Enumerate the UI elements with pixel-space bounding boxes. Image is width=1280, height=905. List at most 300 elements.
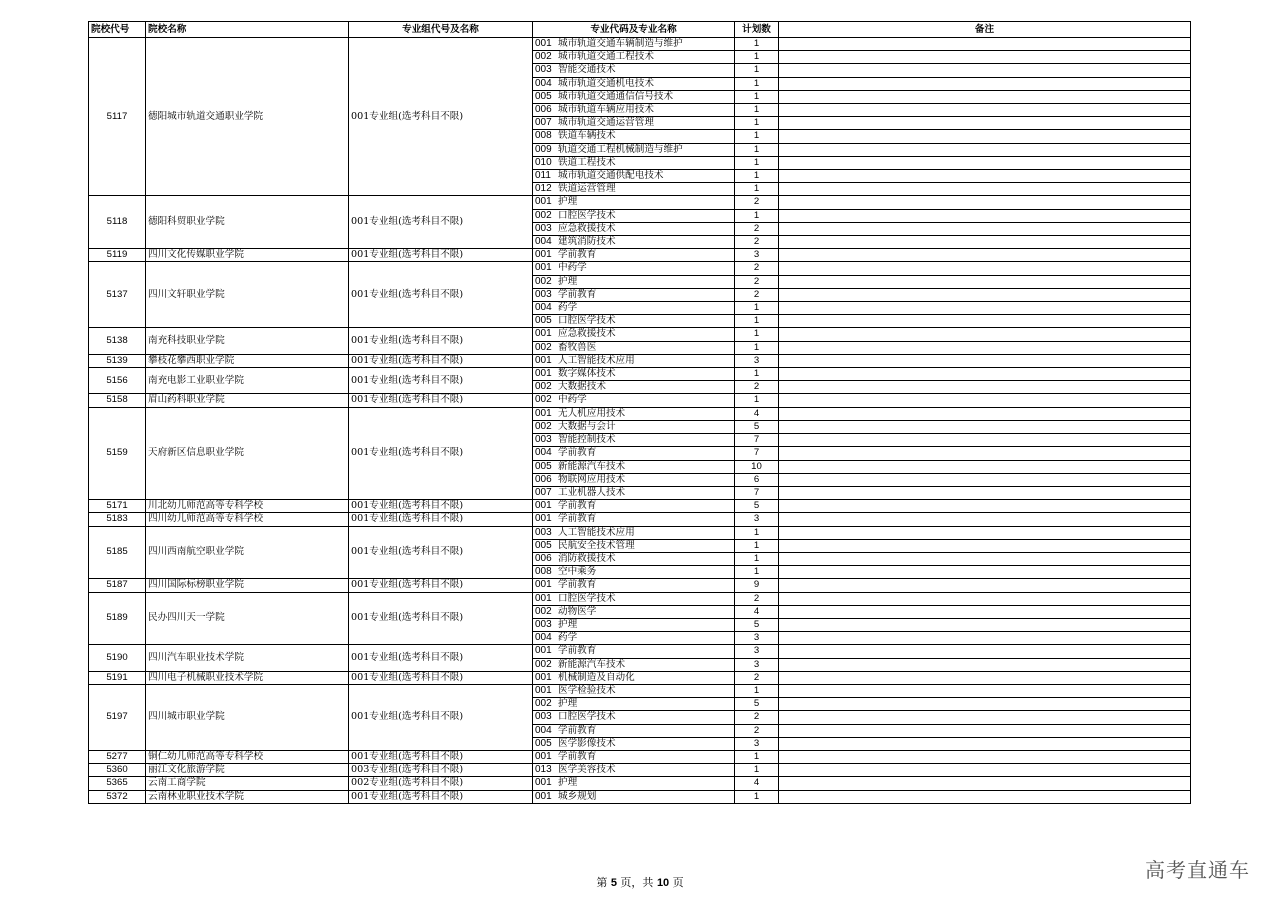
note-cell (779, 579, 1191, 592)
note-cell (779, 750, 1191, 763)
major-name: 人工智能技术应用 (558, 354, 635, 366)
header-major: 专业代码及专业名称 (533, 22, 735, 38)
major-code: 003 (535, 711, 552, 723)
school-name: 四川电子机械职业技术学院 (146, 671, 349, 684)
school-name: 攀枝花攀西职业学院 (146, 354, 349, 367)
note-cell (779, 156, 1191, 169)
page-footer (0, 874, 1280, 890)
plan-count: 5 (735, 420, 779, 433)
major-code: 003 (535, 526, 552, 538)
note-cell (779, 236, 1191, 249)
table-row (89, 645, 1191, 658)
plan-count: 4 (735, 605, 779, 618)
school-code: 5187 (89, 579, 146, 592)
plan-count: 1 (735, 77, 779, 90)
major-code: 001 (535, 777, 552, 789)
major-group: 001专业组(选考科目不限) (349, 394, 533, 407)
major-cell (533, 77, 735, 90)
major-code: 002 (535, 658, 552, 670)
table-row (89, 592, 1191, 605)
major-name: 空中乘务 (558, 566, 597, 578)
major-name: 学前教育 (558, 249, 597, 261)
major-code: 005 (535, 460, 552, 472)
note-cell (779, 526, 1191, 539)
major-code: 001 (535, 328, 552, 340)
major-name: 工业机器人技术 (558, 486, 626, 498)
major-cell (533, 275, 735, 288)
header-note: 备注 (779, 22, 1191, 38)
school-name: 四川城市职业学院 (146, 684, 349, 750)
table-row (89, 500, 1191, 513)
plan-count: 7 (735, 434, 779, 447)
school-name: 眉山药科职业学院 (146, 394, 349, 407)
plan-count: 2 (735, 262, 779, 275)
header-group: 专业组代号及名称 (349, 22, 533, 38)
major-code: 006 (535, 104, 552, 116)
school-code: 5159 (89, 407, 146, 499)
admission-plan-table (88, 21, 1191, 804)
major-code: 003 (535, 434, 552, 446)
major-code: 004 (535, 632, 552, 644)
note-cell (779, 51, 1191, 64)
major-cell (533, 130, 735, 143)
plan-count: 3 (735, 632, 779, 645)
major-code: 001 (535, 262, 552, 274)
major-code: 001 (535, 579, 552, 591)
major-cell (533, 262, 735, 275)
table-row (89, 750, 1191, 763)
major-cell (533, 51, 735, 64)
major-group: 001专业组(选考科目不限) (349, 354, 533, 367)
major-name: 护理 (558, 698, 578, 710)
major-name: 医学检验技术 (558, 684, 616, 696)
major-name: 医学影像技术 (558, 737, 616, 749)
major-cell (533, 196, 735, 209)
major-cell (533, 38, 735, 51)
note-cell (779, 539, 1191, 552)
plan-count: 4 (735, 777, 779, 790)
school-code: 5365 (89, 777, 146, 790)
footer-middle: 页，共 (616, 876, 657, 889)
school-name: 四川国际标榜职业学院 (146, 579, 349, 592)
plan-count: 1 (735, 156, 779, 169)
major-name: 药学 (558, 632, 578, 644)
major-cell (533, 711, 735, 724)
major-name: 物联网应用技术 (558, 473, 626, 485)
major-name: 城市轨道交通机电技术 (558, 77, 654, 89)
major-name: 学前教育 (558, 750, 597, 762)
major-name: 铁道工程技术 (558, 156, 616, 168)
major-name: 学前教育 (558, 724, 597, 736)
note-cell (779, 645, 1191, 658)
plan-count: 2 (735, 724, 779, 737)
major-cell (533, 579, 735, 592)
major-code: 010 (535, 156, 552, 168)
major-code: 002 (535, 341, 552, 353)
major-cell (533, 434, 735, 447)
table-row (89, 513, 1191, 526)
note-cell (779, 368, 1191, 381)
major-name: 城乡规划 (558, 790, 597, 802)
plan-count: 1 (735, 328, 779, 341)
major-code: 004 (535, 302, 552, 314)
major-code: 003 (535, 618, 552, 630)
note-cell (779, 104, 1191, 117)
plan-count: 7 (735, 486, 779, 499)
note-cell (779, 632, 1191, 645)
major-cell (533, 170, 735, 183)
school-name: 四川西南航空职业学院 (146, 526, 349, 579)
note-cell (779, 117, 1191, 130)
note-cell (779, 605, 1191, 618)
major-code: 001 (535, 500, 552, 512)
plan-count: 1 (735, 526, 779, 539)
plan-count: 3 (735, 737, 779, 750)
major-code: 004 (535, 77, 552, 89)
major-group: 002专业组(选考科目不限) (349, 777, 533, 790)
major-code: 001 (535, 368, 552, 380)
note-cell (779, 552, 1191, 565)
note-cell (779, 64, 1191, 77)
school-code: 5171 (89, 500, 146, 513)
major-name: 口腔医学技术 (558, 711, 616, 723)
note-cell (779, 90, 1191, 103)
plan-count: 1 (735, 368, 779, 381)
major-code: 001 (535, 196, 552, 208)
plan-count: 1 (735, 552, 779, 565)
school-name: 德阳城市轨道交通职业学院 (146, 38, 349, 196)
major-name: 无人机应用技术 (558, 407, 626, 419)
plan-count: 1 (735, 315, 779, 328)
major-name: 机械制造及自动化 (558, 671, 635, 683)
table-row (89, 407, 1191, 420)
plan-count: 2 (735, 196, 779, 209)
major-name: 新能源汽车技术 (558, 460, 626, 472)
major-cell (533, 486, 735, 499)
plan-count: 1 (735, 302, 779, 315)
school-code: 5191 (89, 671, 146, 684)
note-cell (779, 249, 1191, 262)
major-name: 民航安全技术管理 (558, 539, 635, 551)
major-code: 005 (535, 315, 552, 327)
school-code: 5190 (89, 645, 146, 671)
table-row (89, 579, 1191, 592)
plan-count: 4 (735, 407, 779, 420)
school-code: 5197 (89, 684, 146, 750)
major-group: 001专业组(选考科目不限) (349, 38, 533, 196)
note-cell (779, 434, 1191, 447)
plan-count: 2 (735, 275, 779, 288)
major-name: 人工智能技术应用 (558, 526, 635, 538)
plan-count: 1 (735, 170, 779, 183)
major-name: 医学美容技术 (558, 764, 616, 776)
plan-count: 1 (735, 117, 779, 130)
major-code: 001 (535, 513, 552, 525)
plan-count: 2 (735, 711, 779, 724)
note-cell (779, 315, 1191, 328)
school-code: 5185 (89, 526, 146, 579)
table-row (89, 38, 1191, 51)
major-name: 学前教育 (558, 645, 597, 657)
table-header-row (89, 22, 1191, 38)
plan-count: 3 (735, 658, 779, 671)
school-name: 丽江文化旅游学院 (146, 764, 349, 777)
major-cell (533, 500, 735, 513)
major-cell (533, 447, 735, 460)
footer-total-pages: 10 (656, 877, 670, 889)
plan-count: 10 (735, 460, 779, 473)
table-row (89, 777, 1191, 790)
major-name: 药学 (558, 302, 578, 314)
major-code: 013 (535, 764, 552, 776)
note-cell (779, 302, 1191, 315)
major-group: 001专业组(选考科目不限) (349, 262, 533, 328)
major-cell (533, 605, 735, 618)
major-name: 学前教育 (558, 288, 597, 300)
major-name: 城市轨道车辆应用技术 (558, 104, 654, 116)
major-code: 006 (535, 473, 552, 485)
header-plan-count: 计划数 (735, 22, 779, 38)
major-name: 新能源汽车技术 (558, 658, 626, 670)
major-group: 001专业组(选考科目不限) (349, 526, 533, 579)
major-cell (533, 658, 735, 671)
plan-count: 1 (735, 341, 779, 354)
plan-count: 1 (735, 183, 779, 196)
major-code: 001 (535, 38, 552, 49)
plan-count: 3 (735, 513, 779, 526)
plan-count: 5 (735, 618, 779, 631)
plan-count: 5 (735, 500, 779, 513)
major-code: 005 (535, 737, 552, 749)
major-code: 009 (535, 143, 552, 155)
major-code: 002 (535, 420, 552, 432)
major-code: 003 (535, 222, 552, 234)
plan-count: 1 (735, 566, 779, 579)
note-cell (779, 724, 1191, 737)
note-cell (779, 354, 1191, 367)
note-cell (779, 222, 1191, 235)
note-cell (779, 790, 1191, 803)
major-group: 003专业组(选考科目不限) (349, 764, 533, 777)
major-code: 004 (535, 447, 552, 459)
note-cell (779, 209, 1191, 222)
plan-count: 1 (735, 143, 779, 156)
plan-count: 2 (735, 288, 779, 301)
note-cell (779, 262, 1191, 275)
note-cell (779, 381, 1191, 394)
major-code: 011 (535, 170, 551, 182)
major-name: 学前教育 (558, 513, 597, 525)
major-cell (533, 566, 735, 579)
major-name: 大数据技术 (558, 381, 606, 393)
major-cell (533, 209, 735, 222)
major-name: 畜牧兽医 (558, 341, 597, 353)
table-row (89, 394, 1191, 407)
major-group: 001专业组(选考科目不限) (349, 671, 533, 684)
note-cell (779, 328, 1191, 341)
major-code: 001 (535, 354, 552, 366)
major-code: 004 (535, 236, 552, 248)
major-code: 007 (535, 486, 552, 498)
major-cell (533, 90, 735, 103)
school-code: 5183 (89, 513, 146, 526)
note-cell (779, 460, 1191, 473)
major-code: 012 (535, 183, 552, 195)
plan-count: 6 (735, 473, 779, 486)
major-name: 应急救援技术 (558, 328, 616, 340)
major-code: 003 (535, 288, 552, 300)
note-cell (779, 671, 1191, 684)
note-cell (779, 394, 1191, 407)
major-name: 智能交通技术 (558, 64, 616, 76)
table-row (89, 790, 1191, 803)
major-code: 001 (535, 249, 552, 261)
major-cell (533, 104, 735, 117)
major-cell (533, 671, 735, 684)
plan-count: 5 (735, 698, 779, 711)
major-group: 001专业组(选考科目不限) (349, 684, 533, 750)
school-name: 四川幼儿师范高等专科学校 (146, 513, 349, 526)
major-cell (533, 724, 735, 737)
school-name: 云南工商学院 (146, 777, 349, 790)
note-cell (779, 447, 1191, 460)
note-cell (779, 130, 1191, 143)
major-cell (533, 407, 735, 420)
note-cell (779, 513, 1191, 526)
table-row (89, 684, 1191, 697)
major-name: 学前教育 (558, 500, 597, 512)
plan-count: 3 (735, 645, 779, 658)
major-code: 001 (535, 592, 552, 604)
major-cell (533, 222, 735, 235)
major-cell (533, 552, 735, 565)
major-name: 口腔医学技术 (558, 315, 616, 327)
major-name: 铁道运营管理 (558, 183, 616, 195)
major-group: 001专业组(选考科目不限) (349, 407, 533, 499)
plan-count: 1 (735, 38, 779, 51)
major-cell (533, 645, 735, 658)
note-cell (779, 407, 1191, 420)
major-name: 口腔医学技术 (558, 209, 616, 221)
table-row (89, 354, 1191, 367)
plan-count: 2 (735, 592, 779, 605)
major-cell (533, 117, 735, 130)
plan-count: 7 (735, 447, 779, 460)
school-name: 四川文轩职业学院 (146, 262, 349, 328)
table-row (89, 249, 1191, 262)
major-name: 铁道车辆技术 (558, 130, 616, 142)
note-cell (779, 764, 1191, 777)
major-code: 001 (535, 645, 552, 657)
school-code: 5117 (89, 38, 146, 196)
plan-count: 3 (735, 354, 779, 367)
plan-count: 1 (735, 90, 779, 103)
table-row (89, 764, 1191, 777)
major-code: 001 (535, 407, 552, 419)
major-name: 城市轨道交通供配电技术 (558, 170, 664, 182)
major-name: 城市轨道交通工程技术 (558, 51, 654, 63)
note-cell (779, 711, 1191, 724)
plan-count: 1 (735, 130, 779, 143)
major-cell (533, 328, 735, 341)
plan-count: 1 (735, 684, 779, 697)
major-cell (533, 302, 735, 315)
major-cell (533, 183, 735, 196)
school-name: 南充科技职业学院 (146, 328, 349, 354)
note-cell (779, 566, 1191, 579)
plan-count: 1 (735, 394, 779, 407)
major-name: 智能控制技术 (558, 434, 616, 446)
major-group: 001专业组(选考科目不限) (349, 500, 533, 513)
school-name: 天府新区信息职业学院 (146, 407, 349, 499)
major-code: 001 (535, 671, 552, 683)
major-cell (533, 288, 735, 301)
major-cell (533, 341, 735, 354)
major-group: 001专业组(选考科目不限) (349, 513, 533, 526)
note-cell (779, 288, 1191, 301)
major-cell (533, 156, 735, 169)
school-name: 川北幼儿师范高等专科学校 (146, 500, 349, 513)
major-name: 学前教育 (558, 447, 597, 459)
note-cell (779, 658, 1191, 671)
major-name: 动物医学 (558, 605, 597, 617)
major-cell (533, 315, 735, 328)
note-cell (779, 486, 1191, 499)
plan-count: 1 (735, 539, 779, 552)
note-cell (779, 473, 1191, 486)
major-code: 005 (535, 90, 552, 102)
major-code: 002 (535, 698, 552, 710)
table-row (89, 262, 1191, 275)
major-name: 城市轨道交通运营管理 (558, 117, 654, 129)
major-cell (533, 790, 735, 803)
major-cell (533, 526, 735, 539)
major-name: 口腔医学技术 (558, 592, 616, 604)
major-cell (533, 764, 735, 777)
major-code: 002 (535, 605, 552, 617)
major-code: 001 (535, 750, 552, 762)
note-cell (779, 77, 1191, 90)
note-cell (779, 341, 1191, 354)
major-cell (533, 460, 735, 473)
table-row (89, 196, 1191, 209)
note-cell (779, 777, 1191, 790)
school-name: 云南林业职业技术学院 (146, 790, 349, 803)
note-cell (779, 275, 1191, 288)
major-name: 学前教育 (558, 579, 597, 591)
major-name: 中药学 (558, 262, 587, 274)
major-name: 应急救援技术 (558, 222, 616, 234)
table-row (89, 328, 1191, 341)
plan-count: 3 (735, 249, 779, 262)
major-cell (533, 354, 735, 367)
note-cell (779, 737, 1191, 750)
major-cell (533, 381, 735, 394)
plan-count: 2 (735, 236, 779, 249)
major-group: 001专业组(选考科目不限) (349, 592, 533, 645)
table-row (89, 368, 1191, 381)
major-cell (533, 618, 735, 631)
school-code: 5158 (89, 394, 146, 407)
major-name: 中药学 (558, 394, 587, 406)
major-cell (533, 632, 735, 645)
major-code: 002 (535, 394, 552, 406)
major-cell (533, 698, 735, 711)
major-code: 008 (535, 566, 552, 578)
school-code: 5139 (89, 354, 146, 367)
plan-count: 2 (735, 671, 779, 684)
school-code: 5138 (89, 328, 146, 354)
